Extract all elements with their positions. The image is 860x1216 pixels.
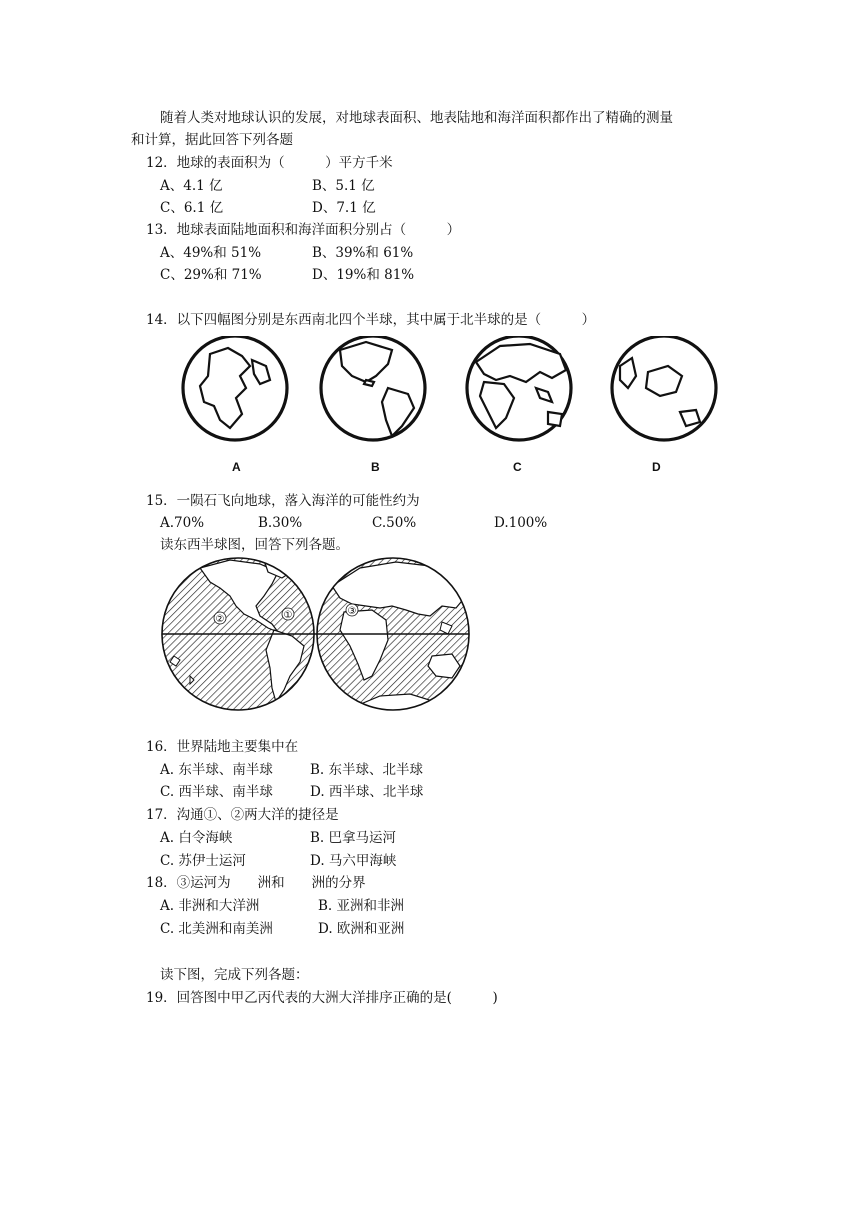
read-instruction-1: 读东西半球图，回答下列各题。: [160, 537, 349, 553]
east-west-hemisphere-map: [160, 556, 472, 716]
marker-1: [282, 608, 294, 621]
q12-stem: 12．地球的表面积为（ ）平方千米: [146, 155, 393, 171]
hemisphere-label-d: D: [652, 460, 661, 474]
hemisphere-label-b: B: [371, 460, 380, 474]
q15-option-a: A.70%: [160, 515, 205, 531]
svg-text:①: ①: [283, 610, 293, 621]
q18-option-a: A. 非洲和大洋洲: [160, 898, 260, 914]
q13-stem: 13．地球表面陆地面积和海洋面积分别占（ ）: [146, 222, 461, 238]
hemisphere-b: [321, 336, 425, 440]
q16-option-b: B. 东半球、北半球: [310, 762, 424, 778]
intro-line-1: 随着人类对地球认识的发展，对地球表面积、地表陆地和海洋面积都作出了精确的测量: [160, 110, 673, 126]
hemisphere-a: [183, 336, 287, 440]
marker-2: [214, 612, 226, 625]
q16-stem: 16．世界陆地主要集中在: [146, 739, 299, 755]
read-instruction-2: 读下图，完成下列各题：: [160, 967, 309, 983]
hemisphere-d: [612, 336, 716, 440]
hemisphere-label-a: A: [232, 460, 241, 474]
hemisphere-c: [467, 336, 571, 440]
q12-option-d: D、7.1 亿: [312, 200, 376, 216]
marker-3: [346, 604, 358, 617]
q16-option-c: C. 西半球、南半球: [160, 784, 273, 800]
svg-text:②: ②: [215, 614, 225, 625]
q13-option-d: D、19%和 81%: [312, 267, 415, 283]
q15-option-b: B.30%: [258, 515, 303, 531]
q16-option-a: A. 东半球、南半球: [160, 762, 273, 778]
q17-option-c: C. 苏伊士运河: [160, 853, 246, 869]
eastern-hemisphere: [317, 558, 469, 716]
q16-option-d: D. 西半球、北半球: [310, 784, 424, 800]
hemisphere-figures: [170, 336, 730, 446]
q19-stem: 19．回答图中甲乙丙代表的大洲大洋排序正确的是( ): [146, 990, 498, 1006]
q15-option-c: C.50%: [372, 515, 417, 531]
q12-option-a: A、4.1 亿: [160, 178, 223, 194]
q12-option-c: C、6.1 亿: [160, 200, 224, 216]
q15-option-d: D.100%: [494, 515, 548, 531]
q15-stem: 15．一陨石飞向地球，落入海洋的可能性约为: [146, 493, 420, 509]
q18-stem: 18．③运河为 洲和 洲的分界: [146, 875, 366, 891]
q17-stem: 17．沟通①、②两大洋的捷径是: [146, 807, 339, 823]
q17-option-a: A. 白令海峡: [160, 830, 233, 846]
q17-option-d: D. 马六甲海峡: [310, 853, 397, 869]
q12-option-b: B、5.1 亿: [312, 178, 375, 194]
svg-text:③: ③: [347, 606, 357, 617]
intro-line-2: 和计算，据此回答下列各题: [131, 132, 293, 148]
q13-option-b: B、39%和 61%: [312, 245, 414, 261]
q18-option-d: D. 欧洲和亚洲: [318, 921, 405, 937]
q13-option-c: C、29%和 71%: [160, 267, 262, 283]
q13-option-a: A、49%和 51%: [160, 245, 262, 261]
hemisphere-label-c: C: [513, 460, 522, 474]
q14-stem: 14．以下四幅图分别是东西南北四个半球，其中属于北半球的是（ ）: [146, 312, 596, 328]
q17-option-b: B. 巴拿马运河: [310, 830, 397, 846]
q18-option-c: C. 北美洲和南美洲: [160, 921, 273, 937]
q18-option-b: B. 亚洲和非洲: [318, 898, 405, 914]
